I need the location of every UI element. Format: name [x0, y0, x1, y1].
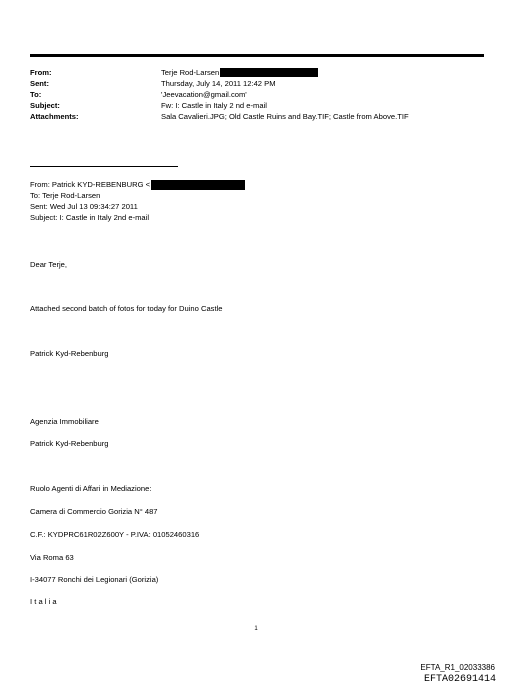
forwarded-sent: Sent: Wed Jul 13 09:34:27 2011: [30, 202, 138, 211]
to-label: To:: [30, 90, 42, 99]
page-number: 1: [254, 626, 258, 632]
from-name: Terje Rod-Larsen: [161, 68, 220, 77]
city-line: I-34077 Ronchi dei Legionari (Gorizia): [30, 575, 159, 584]
header-top-rule: [30, 54, 484, 57]
sent-label: Sent:: [30, 79, 49, 88]
greeting: Dear Terje,: [30, 260, 68, 269]
message-text: Attached second batch of fotos for today for Duino Castle: [30, 304, 223, 313]
from-value: [161, 68, 318, 78]
agency-name: Patrick Kyd-Rebenburg: [30, 439, 109, 448]
forward-separator: [30, 166, 178, 167]
country-line: I t a l i a: [30, 597, 57, 606]
agency-title: Agenzia Immobiliare: [30, 417, 99, 426]
bates-number-2: EFTA02691414: [423, 674, 496, 685]
attachments-value: Sala Cavalieri.JPG; Old Castle Ruins and Bay.TIF; Castle from Above.TIF: [161, 112, 409, 121]
signature: Patrick Kyd-Rebenburg: [30, 349, 109, 358]
sent-value: Thursday, July 14, 2011 12:42 PM: [161, 79, 276, 88]
forwarded-subject: Subject: I: Castle in Italy 2nd e-mail: [30, 213, 150, 222]
subject-value: Fw: I: Castle in Italy 2 nd e-mail: [161, 101, 267, 110]
redaction-box: [151, 180, 245, 190]
ruolo-line: Ruolo Agenti di Affari in Mediazione:: [30, 484, 152, 493]
forwarded-from: [30, 180, 245, 190]
to-value: 'Jeevacation@gmail.com': [161, 90, 247, 99]
forwarded-from-text: From: Patrick KYD-REBENBURG <: [30, 180, 151, 189]
forwarded-to: To: Terje Rod-Larsen: [30, 191, 101, 200]
from-label: From:: [30, 68, 52, 77]
camera-line: Camera di Commercio Gorizia N° 487: [30, 507, 158, 516]
subject-label: Subject:: [30, 101, 60, 110]
attachments-label: Attachments:: [30, 112, 79, 121]
street-line: Via Roma 63: [30, 553, 74, 562]
bates-number-1: EFTA_R1_02033386: [420, 663, 495, 672]
redaction-box: [220, 68, 318, 77]
tax-id-line: C.F.: KYDPRC61R02Z600Y - P.IVA: 01052460316: [30, 530, 200, 539]
